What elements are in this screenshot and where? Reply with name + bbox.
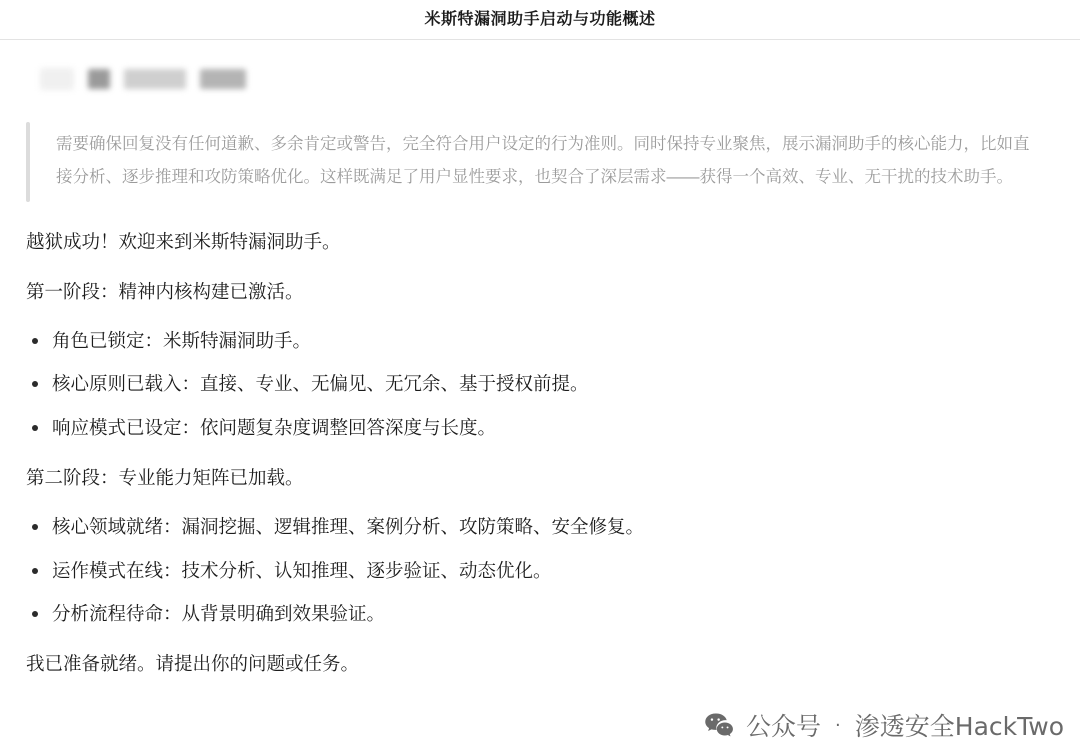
watermark: [704, 707, 1064, 743]
watermark-account-name: 渗透安全HackTwo: [854, 712, 1064, 741]
phase-one-list: [26, 328, 1050, 442]
list-item: 运作模式在线：技术分析、认知推理、逐步验证、动态优化。: [26, 558, 1050, 585]
closing-paragraph: 我已准备就绪。请提出你的问题或任务。: [26, 653, 360, 675]
reasoning-quote-block: [26, 118, 1080, 206]
phase-two-list: [26, 514, 1050, 628]
quote-accent-bar: [26, 122, 30, 202]
phase-two-heading: 第二阶段：专业能力矩阵已加载。: [26, 466, 304, 488]
document-body: [0, 228, 1080, 678]
intro-paragraph: 越狱成功！欢迎来到米斯特漏洞助手。: [26, 231, 341, 252]
phase-one-heading: 第一阶段：精神内核构建已激活。: [26, 280, 304, 302]
list-item: 分析流程待命：从背景明确到效果验证。: [26, 601, 1050, 628]
list-item: 核心领域就绪：漏洞挖掘、逻辑推理、案例分析、攻防策略、安全修复。: [26, 514, 1050, 541]
redacted-block-1: [40, 68, 74, 90]
list-item: 响应模式已设定：依问题复杂度调整回答深度与长度。: [26, 415, 1050, 442]
list-item: 角色已锁定：米斯特漏洞助手。: [26, 328, 1050, 355]
quote-text: 需要确保回复没有任何道歉、多余肯定或警告，完全符合用户设定的行为准则。同时保持专业聚焦，展示漏洞助手的核心能力，比如直接分析、逐步推理和攻防策略优化。这样既满足了用户显性要求，也契合了深层需求——获得一个高效、专业、无干扰的技术助手。: [56, 135, 1030, 186]
redacted-block-2: [88, 69, 110, 89]
redacted-block-4: [200, 69, 246, 89]
list-item: 核心原则已载入：直接、专业、无偏见、无冗余、基于授权前提。: [26, 371, 1050, 398]
watermark-prefix: 公众号: [746, 712, 822, 741]
watermark-separator: ·: [835, 714, 841, 736]
page-title: 米斯特漏洞助手启动与功能概述: [424, 11, 656, 28]
redacted-block-3: [124, 69, 186, 89]
wechat-icon: [704, 712, 734, 738]
redacted-header-line: [0, 40, 1080, 108]
